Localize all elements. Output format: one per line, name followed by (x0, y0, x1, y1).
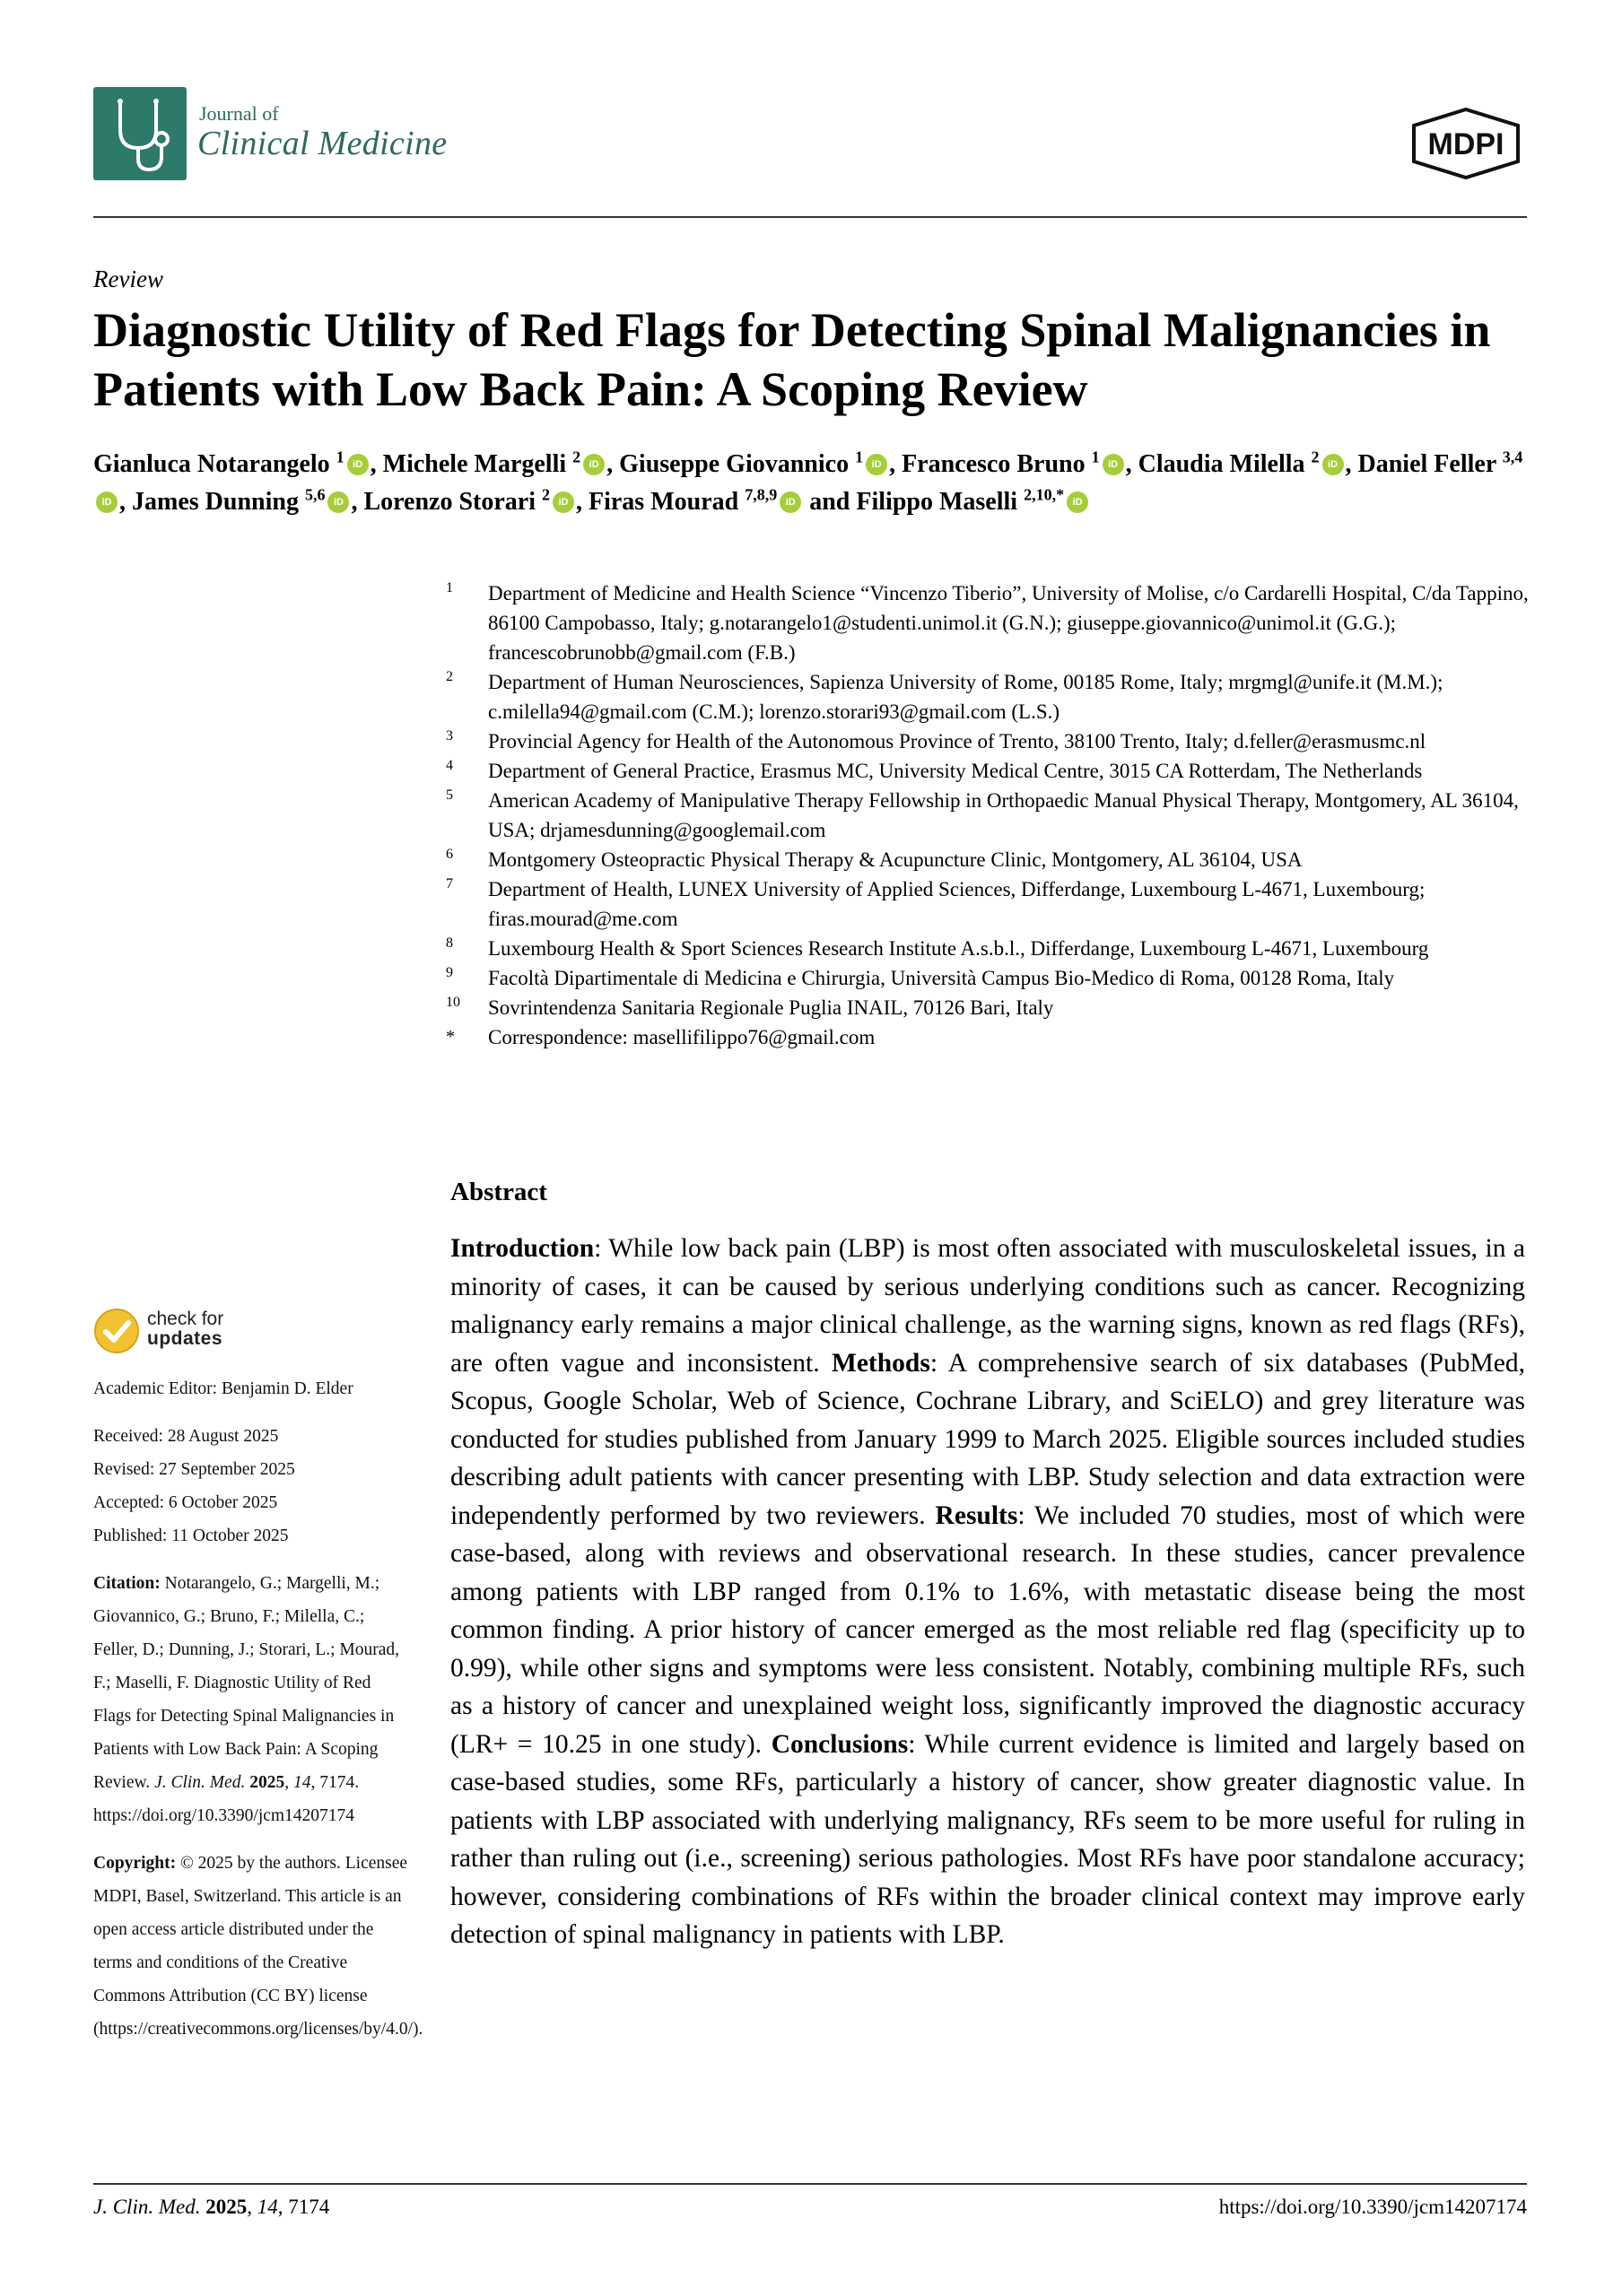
author-name: Lorenzo Storari (363, 488, 542, 516)
citation-volume: 14 (292, 1773, 311, 1792)
article-info-sidebar (93, 1372, 423, 2046)
copyright-block (93, 1847, 423, 2046)
affiliation-list (446, 578, 1540, 1052)
footer-volume: 14 (257, 2196, 278, 2218)
author-affiliation-number: 2 (1311, 448, 1320, 466)
updates-label: updates (147, 1328, 223, 1349)
affiliation-item (446, 786, 1540, 845)
journal-name: Clinical Medicine (197, 125, 448, 162)
stethoscope-icon (93, 87, 187, 180)
mdpi-logo[interactable] (1407, 106, 1525, 181)
results-label: Results (935, 1500, 1018, 1530)
results-text: : We included 70 studies, most of which were case-based, along with reviews and observational research. In these studies, cancer prevalence among patients with LBP ranged from 0.1% to 1.6%, with metastatic disease being the most common finding. A prior history of cancer emerged as the most reliable red flag (specificity up to 0.99), while other signs and symptoms were less consistent. Notably, combining multiple RFs, such as a history of cancer and unexplained weight loss, significantly improved the diagnostic accuracy (LR+ = 10.25 in one study). (450, 1500, 1525, 1759)
orcid-icon[interactable]: iD (583, 454, 605, 475)
copyright-label: Copyright: (93, 1854, 177, 1873)
author-affiliation-number: 2 (542, 485, 550, 504)
affiliation-number: 3 (446, 728, 453, 744)
author-affiliation-number: 1 (336, 448, 344, 466)
footer-divider (93, 2183, 1527, 2185)
revised-date: Revised: 27 September 2025 (93, 1460, 295, 1479)
affiliation-number: 6 (446, 847, 453, 862)
affiliation-number: 7 (446, 876, 453, 891)
affiliation-number: 5 (446, 787, 453, 803)
author-name: Gianluca Notarangelo (93, 450, 336, 478)
orcid-icon[interactable]: iD (347, 454, 369, 475)
journal-logo-icon (93, 87, 187, 180)
affiliation-number: 8 (446, 935, 453, 951)
affiliation-item (446, 726, 1540, 756)
author-affiliation-number: 7,8,9 (745, 485, 778, 504)
author-affiliation-number: 5,6 (304, 485, 326, 504)
affiliation-text: Provincial Agency for Health of the Autonomous Province of Trento, 38100 Trento, Italy; d.feller@erasmusmc.nl (488, 730, 1426, 752)
orcid-icon[interactable]: iD (96, 491, 118, 513)
author-affiliation-number: 1 (855, 448, 864, 466)
affiliation-text: Department of Human Neurosciences, Sapienza University of Rome, 00185 Rome, Italy; mrgmgl@unife.it (M.M.); c.milella94@gmail.com (C.M.); lorenzo.storari93@gmail.com (L.S.) (488, 671, 1443, 723)
affiliation-item (446, 874, 1540, 934)
published-date: Published: 11 October 2025 (93, 1526, 289, 1545)
affiliation-number: 4 (446, 758, 453, 773)
affiliation-text: Sovrintendenza Sanitaria Regionale Puglia INAIL, 70126 Bari, Italy (488, 996, 1054, 1019)
author-name: Michele Margelli (382, 450, 573, 478)
footer-citation: J. Clin. Med. 2025, 14, 7174 (93, 2196, 330, 2218)
citation-label: Citation: (93, 1574, 161, 1593)
author-name: Giuseppe Giovannico (619, 450, 856, 478)
abstract-body (450, 1230, 1525, 1954)
author-affiliation-number: 3,4 (1502, 448, 1523, 466)
affiliation-item (446, 934, 1540, 963)
affiliation-text: Luxembourg Health & Sport Sciences Research Institute A.s.b.l., Differdange, Luxembourg L-4671, Luxembourg (488, 937, 1429, 960)
intro-text: : While low back pain (LBP) is most often associated with musculoskeletal issues, in a minority of cases, it can be caused by serious underlying conditions such as cancer. Recognizing malignancy early remains a major clinical challenge, as the warning signs, known as red flags (RFs), are often vague and inconsistent. (450, 1234, 1525, 1378)
citation-doi-link[interactable]: , 7174. https://doi.org/10.3390/jcm14207174 (93, 1773, 360, 1825)
affiliation-text: Facoltà Dipartimentale di Medicina e Chirurgia, Università Campus Bio-Medico di Roma, 00128 Roma, Italy (488, 967, 1395, 989)
check-for-updates-link[interactable] (147, 1309, 223, 1349)
affiliation-item (446, 756, 1540, 786)
academic-editor: Academic Editor: Benjamin D. Elder (93, 1379, 353, 1398)
affiliation-number: 10 (446, 995, 460, 1010)
author-name: Daniel Feller (1357, 450, 1503, 478)
citation-year: 2025 (249, 1773, 285, 1792)
affiliation-text: Department of Health, LUNEX University of Applied Sciences, Differdange, Luxembourg L-4671, Luxembourg; firas.mourad@me.com (488, 878, 1426, 930)
affiliation-item (446, 1022, 1540, 1052)
affiliation-item (446, 845, 1540, 874)
affiliation-number: * (446, 1027, 455, 1047)
copyright-text: © 2025 by the authors. Licensee MDPI, Basel, Switzerland. This article is an open access article distributed under the terms and conditions of the Creative Commons Attribution (CC BY) license (https://creativecommons.org/licenses/by/4.0/). (93, 1854, 423, 2039)
affiliation-text: Department of General Practice, Erasmus MC, University Medical Centre, 3015 CA Rotterdam, The Netherlands (488, 760, 1423, 782)
author-affiliation-number: 1 (1091, 448, 1100, 466)
journal-of-label: Journal of (199, 102, 279, 125)
affiliation-text: Department of Medicine and Health Science “Vincenzo Tiberio”, University of Molise, c/o Cardarelli Hospital, C/da Tappino, 86100 Campobasso, Italy; g.notarangelo1@studenti.unimol.it (G.N.); giuseppe.giovannico@unimol.it (G.G.); francescobrunobb@gmail.com (F.B.) (488, 582, 1529, 664)
footer-doi-link[interactable]: https://doi.org/10.3390/jcm14207174 (1218, 2196, 1527, 2218)
author-list: Gianluca Notarangelo $^1$ iD , Michele Margelli $^2$ iD , Giuseppe Giovannico $^1$ iD , Francesco Bruno $^1$ iD , Claudia Milella $^2$ iD , Daniel Feller $^{3,4}$iD , James Dunning $^{5,6}$ iD , Lorenzo Storari $^2$ iD , Firas Mourad $^{7,8,9}$ iD and Filippo Maselli $^{2,10,*}$ iD (93, 448, 1523, 516)
citation-block: Citation: Notarangelo, G.; Margelli, M.; Giovannico, G.; Bruno, F.; Milella, C.; Feller, D.; Dunning, J.; Storari, L.; Mourad, F.; Maselli, F. Diagnostic Utility of Red Flags for Detecting Spinal Malignancies in Patients with Low Back Pain: A Scoping Review. J. Clin. Med. 2025, 14, 7174. https://doi.org/10.3390/jcm14207174 (93, 1574, 399, 1825)
author-name: Filippo Maselli (856, 488, 1025, 516)
citation-journal: J. Clin. Med. (154, 1773, 246, 1792)
affiliation-item (446, 963, 1540, 993)
author-affiliation-number: 2,10,* (1024, 485, 1065, 504)
orcid-icon[interactable]: iD (1067, 491, 1088, 513)
affiliation-text: Correspondence: masellifilippo76@gmail.com (488, 1026, 876, 1048)
check-for-label: check for (147, 1309, 224, 1329)
affiliation-number: 1 (446, 580, 453, 596)
received-date: Received: 28 August 2025 (93, 1427, 279, 1446)
affiliation-number: 2 (446, 669, 453, 684)
affiliation-number: 9 (446, 965, 453, 980)
header-divider (93, 216, 1527, 218)
conclusions-text: : While current evidence is limited and largely based on case-based studies, some RFs, particularly a history of cancer, show greater diagnostic value. In patients with LBP associated with underlying malignancy, RFs seem to be more useful for ruling in rather than ruling out (i.e., screening) serious pathologies. Most RFs have poor standalone accuracy; however, considering combinations of RFs within the broader clinical context may improve early detection of spinal malignancy in patients with LBP. (450, 1729, 1525, 1949)
abstract-heading: Abstract (450, 1178, 547, 1206)
author-affiliation-number: 2 (572, 448, 581, 466)
affiliation-item (446, 993, 1540, 1022)
methods-text: : A comprehensive search of six databases (PubMed, Scopus, Google Scholar, Web of Science, Cochrane Library, and SciELO) and grey literature was conducted for studies published from January 1999 to March 2025. Eligible sources included studies describing adult patients with cancer presenting with LBP. Study selection and data extraction were independently performed by two reviewers. (450, 1348, 1526, 1530)
affiliation-item (446, 667, 1540, 726)
author-name: Firas Mourad (589, 488, 746, 516)
affiliation-text: American Academy of Manipulative Therapy Fellowship in Orthopaedic Manual Physical Therapy, Montgomery, AL 36104, USA; drjamesdunning@googlemail.com (488, 789, 1519, 841)
conclusions-label: Conclusions (771, 1729, 909, 1759)
orcid-icon[interactable]: iD (553, 491, 574, 513)
footer-year: 2025 (205, 2196, 248, 2218)
citation-text: Notarangelo, G.; Margelli, M.; Giovannico, G.; Bruno, F.; Milella, C.; Feller, D.; Dunning, J.; Storari, L.; Mourad, F.; Maselli, F. Diagnostic Utility of Red Flags for Detecting Spinal Malignancies in Patients with Low Back Pain: A Scoping Review. (93, 1574, 399, 1792)
author-name: Claudia Milella (1138, 450, 1312, 478)
orcid-icon[interactable]: iD (1322, 454, 1344, 475)
author-name: James Dunning (132, 488, 305, 516)
affiliation-item (446, 578, 1540, 667)
intro-label: Introduction (450, 1234, 595, 1263)
orcid-icon[interactable]: iD (866, 454, 887, 475)
orcid-icon[interactable]: iD (780, 491, 801, 513)
footer-journal: J. Clin. Med. (93, 2196, 201, 2218)
article-type: Review (93, 265, 163, 292)
article-title: Diagnostic Utility of Red Flags for Detecting Spinal Malignancies in Patients with Low Back Pain: A Scoping Review (93, 303, 1491, 416)
author-name: Francesco Bruno (902, 450, 1092, 478)
accepted-date: Accepted: 6 October 2025 (93, 1493, 278, 1512)
methods-label: Methods (832, 1348, 930, 1378)
orcid-icon[interactable]: iD (1103, 454, 1124, 475)
publisher-name: MDPI (1427, 127, 1504, 161)
orcid-icon[interactable]: iD (327, 491, 349, 513)
check-for-updates-icon[interactable] (93, 1308, 140, 1354)
footer-article-number: , 7174 (277, 2196, 330, 2218)
affiliation-text: Montgomery Osteopractic Physical Therapy & Acupuncture Clinic, Montgomery, AL 36104, USA (488, 848, 1303, 871)
